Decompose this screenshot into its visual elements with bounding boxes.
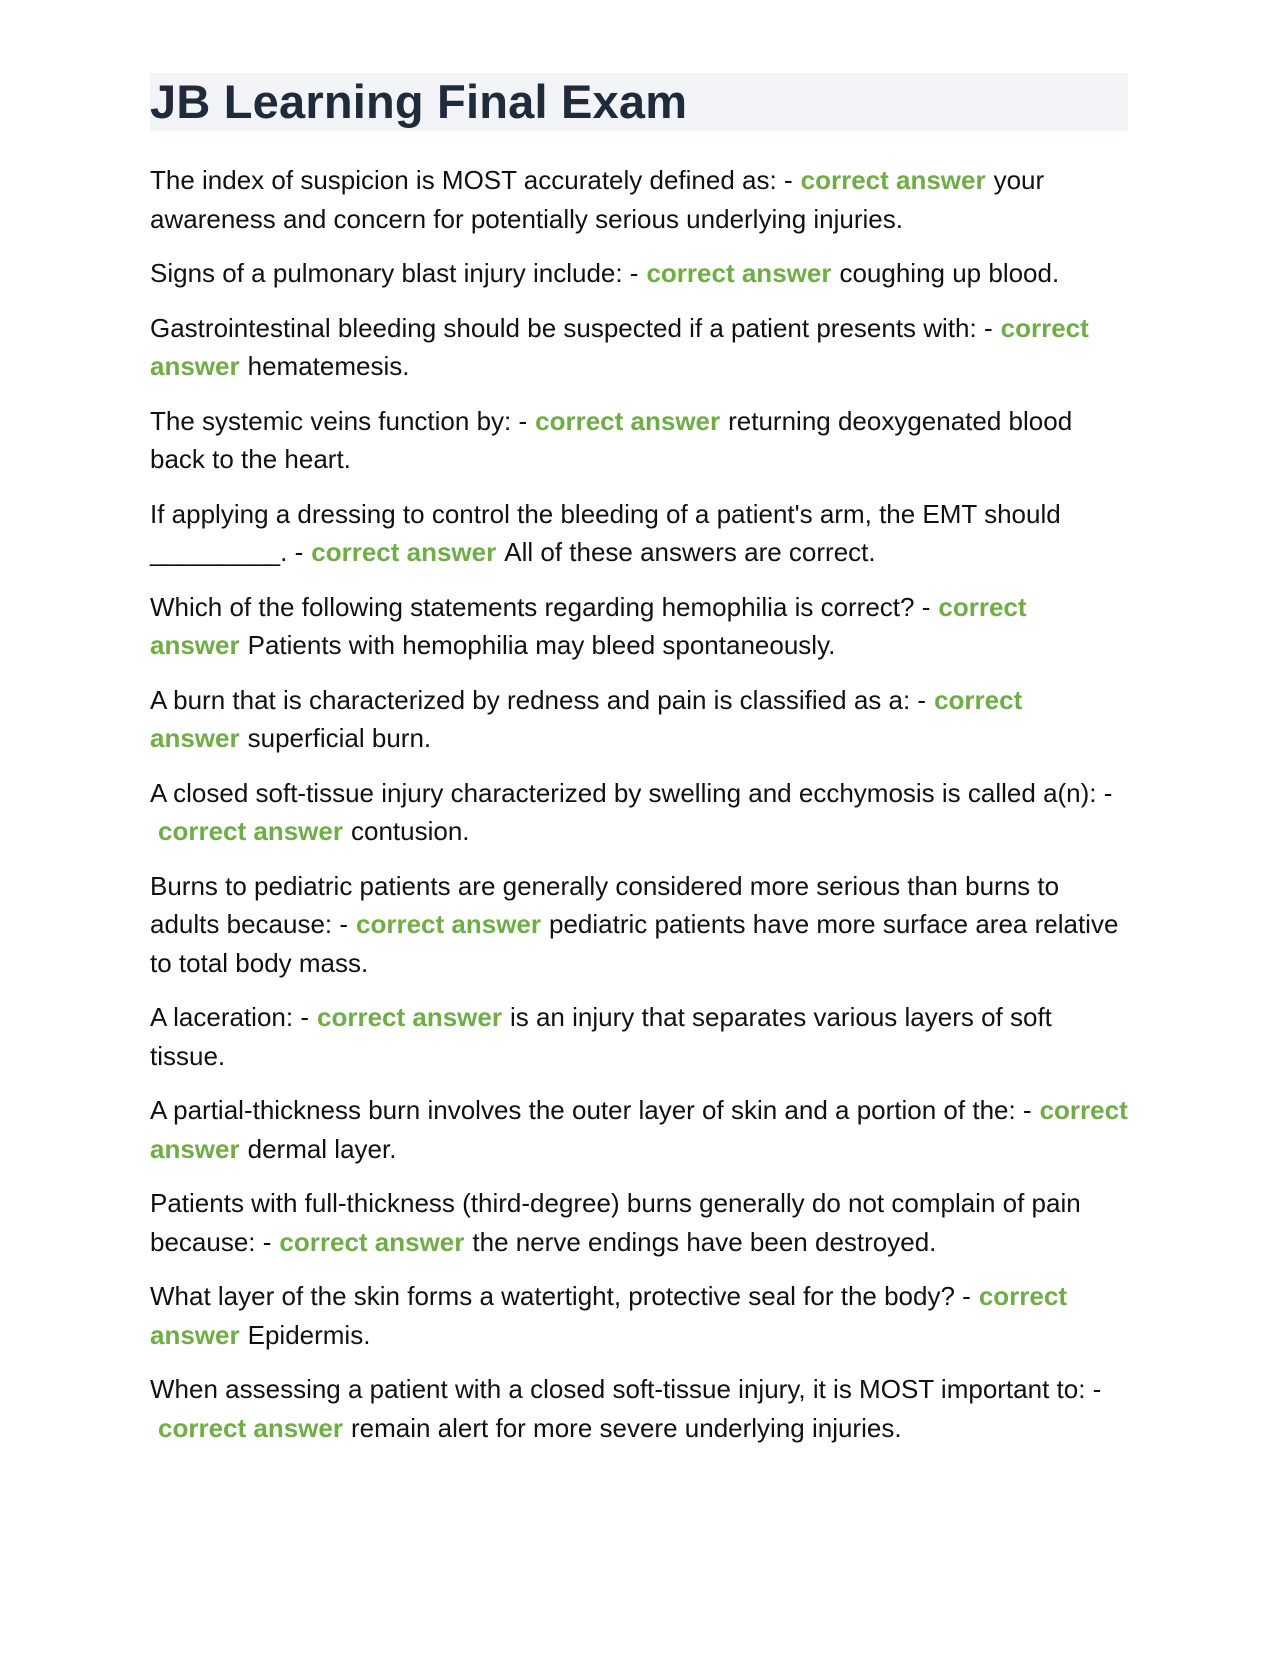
question-text: Burns to pediatric patients are generally considered more serious than burns to adults because: - <box>150 870 1060 939</box>
answer-text: your awareness and concern for potentially serious underlying injuries. <box>150 165 1045 234</box>
answer-text: is an injury that separates various layers of soft tissue. <box>150 1002 1052 1071</box>
qa-item <box>150 1370 1128 1447</box>
correct-answer-label: correct answer <box>150 684 1023 753</box>
correct-answer-label: correct answer <box>150 1095 1128 1164</box>
answer-text: remain alert for more severe underlying injuries. <box>350 1412 902 1443</box>
correct-answer-label: correct answer <box>535 405 721 436</box>
qa-item <box>150 1277 1128 1354</box>
question-text: The systemic veins function by: - <box>150 405 528 436</box>
question-text: A laceration: - <box>150 1002 309 1032</box>
qa-item <box>150 998 1128 1075</box>
answer-text: superficial burn. <box>247 723 432 753</box>
qa-item <box>150 161 1128 238</box>
question-text: Patients with full-thickness (third-degree) burns generally do not complain of pain because: - <box>150 1188 1081 1257</box>
qa-item <box>150 254 1128 293</box>
qa-item <box>150 1091 1128 1168</box>
qa-item <box>150 495 1128 572</box>
question-text: A closed soft-tissue injury characterized by swelling and ecchymosis is called a(n): - <box>150 777 1113 808</box>
qa-item <box>150 309 1128 386</box>
answer-text: hematemesis. <box>247 351 410 381</box>
correct-answer-label: correct answer <box>150 1281 1067 1350</box>
qa-item <box>150 402 1128 479</box>
question-text: A burn that is characterized by redness and pain is classified as a: - <box>150 684 927 715</box>
question-text: What layer of the skin forms a watertight, protective seal for the body? - <box>150 1281 971 1311</box>
correct-answer-label: correct answer <box>316 1002 502 1032</box>
answer-text: dermal layer. <box>247 1133 397 1164</box>
correct-answer-label: correct answer <box>356 909 541 939</box>
question-text: Gastrointestinal bleeding should be suspected if a patient presents with: - <box>150 312 993 343</box>
correct-answer-label: correct answer <box>150 312 1089 381</box>
question-text: If applying a dressing to control the bleeding of a patient's arm, the EMT should _________. - <box>150 498 1061 567</box>
answer-text: coughing up blood. <box>839 258 1060 288</box>
question-text: Which of the following statements regarding hemophilia is correct? - <box>150 591 931 622</box>
answer-text: contusion. <box>350 816 470 846</box>
question-text: A partial-thickness burn involves the outer layer of skin and a portion of the: - <box>150 1095 1032 1125</box>
qa-item <box>150 588 1128 665</box>
correct-answer-label: correct answer <box>158 1412 343 1443</box>
answer-text: pediatric patients have more surface area relative to total body mass. <box>150 909 1119 978</box>
correct-answer-label: correct answer <box>311 537 497 567</box>
answer-text: Epidermis. <box>247 1319 371 1350</box>
question-text: The index of suspicion is MOST accurately defined as: - <box>150 165 793 195</box>
qa-item <box>150 867 1128 983</box>
question-text: When assessing a patient with a closed soft-tissue injury, it is MOST important to: - <box>150 1374 1102 1404</box>
question-text: Signs of a pulmonary blast injury include: - <box>150 258 639 288</box>
title-band <box>150 73 1128 131</box>
correct-answer-label: correct answer <box>279 1226 465 1257</box>
page-title: JB Learning Final Exam <box>150 75 688 128</box>
qa-list <box>150 161 1128 1447</box>
answer-text: All of these answers are correct. <box>504 537 876 567</box>
qa-item <box>150 681 1128 758</box>
answer-text: returning deoxygenated blood back to the heart. <box>150 405 1073 474</box>
document-page <box>150 73 1128 1463</box>
qa-item <box>150 1184 1128 1261</box>
correct-answer-label: correct answer <box>646 258 832 288</box>
qa-item <box>150 774 1128 851</box>
correct-answer-label: correct answer <box>150 591 1027 660</box>
answer-text: Patients with hemophilia may bleed spontaneously. <box>247 630 836 660</box>
answer-text: the nerve endings have been destroyed. <box>472 1226 937 1257</box>
correct-answer-label: correct answer <box>158 816 343 846</box>
correct-answer-label: correct answer <box>800 165 986 195</box>
